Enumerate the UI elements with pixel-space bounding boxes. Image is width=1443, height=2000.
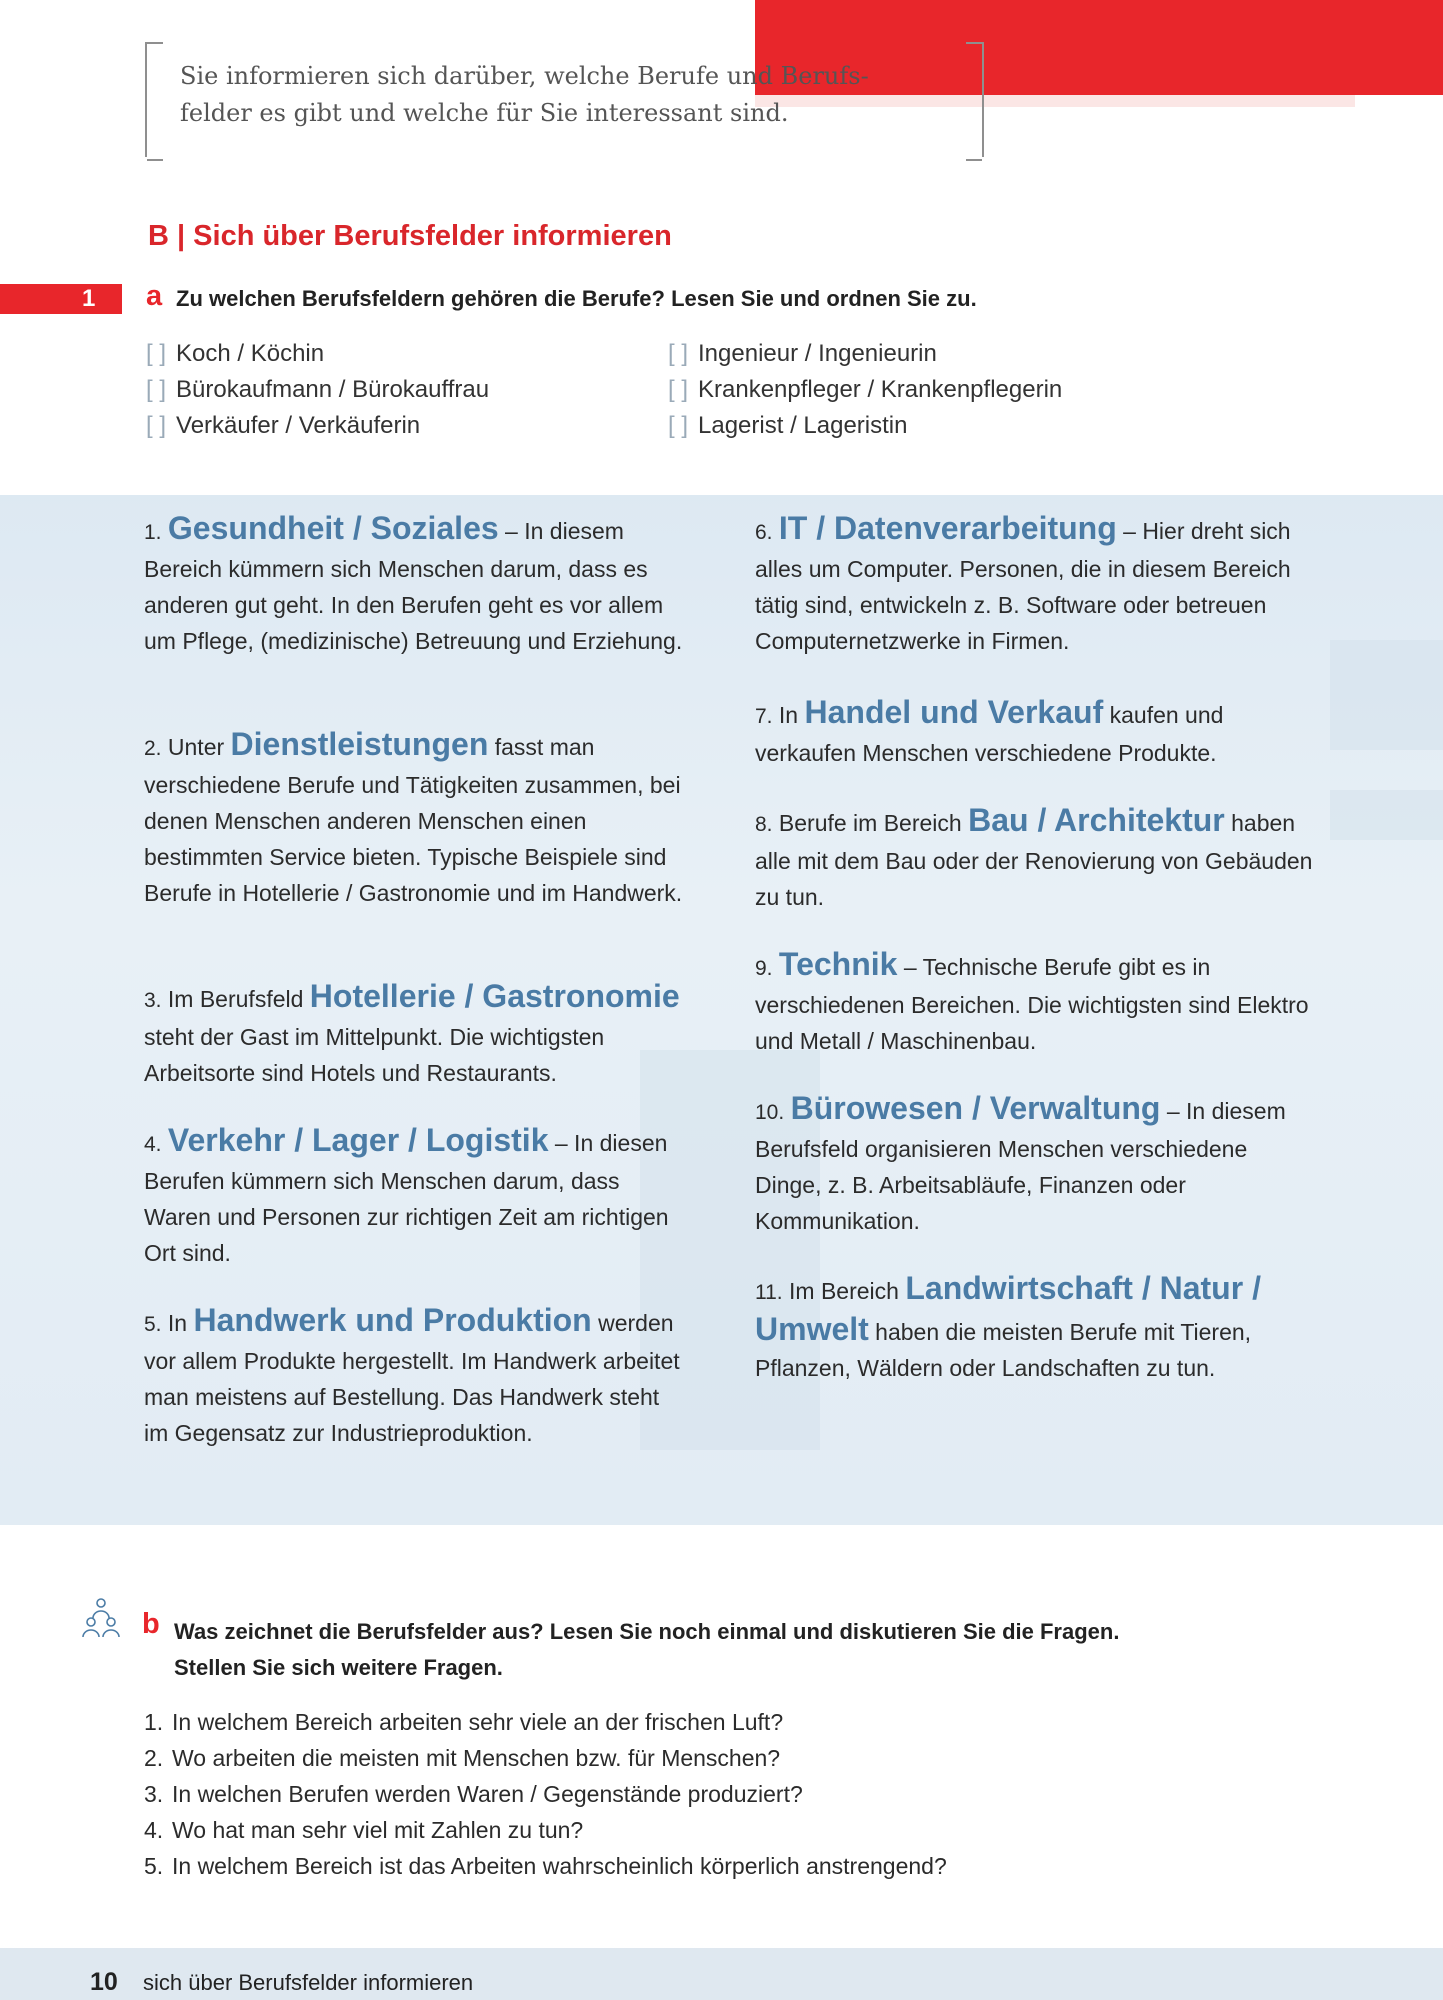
question-item: 4. Wo hat man sehr viel mit Zahlen zu tun? [144, 1817, 584, 1843]
question-item: 1. In welchem Bereich arbeiten sehr viele an der frischen Luft? [144, 1709, 784, 1735]
field-keyword: Dienstleistungen [230, 726, 489, 762]
intro-text: Sie informieren sich darüber, welche Berufe und Berufs- felder es gibt und welche für Sie interessant sind. [180, 62, 869, 127]
field-keyword: Bürowesen / Verwaltung [790, 1090, 1161, 1126]
group-icon [82, 1596, 120, 1642]
field-keyword: Verkehr / Lager / Logistik [167, 1122, 549, 1158]
field-keyword: Gesundheit / Soziales [167, 510, 499, 546]
field-entry-4: 4. Verkehr / Lager / Logistik – In diesen Berufen kümmern sich Menschen darum, dass Waren und Personen zur richtigen Zeit am richtigen Ort sind. [144, 1122, 669, 1266]
checkbox-bracket: [ ] [146, 412, 167, 439]
task-b-instruction: Was zeichnet die Berufsfelder aus? Lesen Sie noch einmal und diskutieren Sie die Fragen. Stellen Sie sich weitere Fragen. [174, 1619, 1120, 1680]
checklist-item[interactable]: [ ] Koch / Köchin [146, 340, 325, 367]
field-entry-1: 1. Gesundheit / Soziales – In diesem Bereich kümmern sich Menschen darum, dass es anderen gut geht. In den Berufen geht es vor allem um Pflege, (medizinische) Betreuung und Erziehung. [144, 510, 683, 654]
checkbox-bracket: [ ] [146, 340, 167, 367]
field-keyword: Landwirtschaft / Natur / Umwelt [755, 1270, 1261, 1347]
field-keyword: Hotellerie / Gastronomie [309, 978, 680, 1014]
exercise-number-bar [0, 284, 122, 314]
field-keyword: Bau / Architektur [968, 802, 1225, 838]
background-shape [1330, 640, 1443, 750]
checklist-item[interactable]: [ ] Ingenieur / Ingenieurin [668, 340, 937, 367]
field-entry-10: 10. Bürowesen / Verwaltung – In diesem Berufsfeld organisieren Menschen verschiedene Dinge, z. B. Arbeitsabläufe, Finanzen oder Kommunikation. [755, 1090, 1286, 1234]
field-entry-2: 2. Unter Dienstleistungen fasst man verschiedene Berufe und Tätigkeiten zusammen, bei denen Menschen anderen Menschen einen bestimmten Service bieten. Typische Beispiele sind Berufe in Hotellerie / Gastronomie und im Handwerk. [144, 726, 683, 906]
field-keyword: Handel und Verkauf [804, 694, 1104, 730]
checklist-item[interactable]: [ ] Bürokaufmann / Bürokauffrau [146, 376, 490, 403]
background-shape [1330, 790, 1443, 840]
field-keyword: Technik [778, 946, 898, 982]
checklist-item[interactable]: [ ] Krankenpfleger / Krankenpflegerin [668, 376, 1063, 403]
checkbox-bracket: [ ] [668, 340, 689, 367]
field-keyword: Handwerk und Produktion [193, 1302, 592, 1338]
footer-label: sich über Berufsfelder informieren [143, 1970, 474, 1995]
question-item: 3. In welchen Berufen werden Waren / Gegenstände produziert? [144, 1781, 803, 1807]
checklist-item[interactable]: [ ] Lagerist / Lageristin [668, 412, 908, 439]
checkbox-bracket: [ ] [146, 376, 167, 403]
page-number: 10 [90, 1968, 118, 1996]
section-title: B | Sich über Berufsfelder informieren [148, 220, 672, 252]
field-keyword: IT / Datenverarbeitung [778, 510, 1117, 546]
field-entry-7: 7. In Handel und Verkauf kaufen und verkaufen Menschen verschiedene Produkte. [755, 694, 1224, 766]
field-entry-8: 8. Berufe im Bereich Bau / Architektur haben alle mit dem Bau oder der Renovierung von Gebäuden zu tun. [755, 802, 1313, 910]
field-entry-6: 6. IT / Datenverarbeitung – Hier dreht sich alles um Computer. Personen, die in diesem Bereich tätig sind, entwickeln z. B. Software oder betreuen Computernetzwerke in Firmen. [755, 510, 1291, 654]
checkbox-bracket: [ ] [668, 376, 689, 403]
task-a-letter: a [146, 280, 163, 312]
question-item: 2. Wo arbeiten die meisten mit Menschen bzw. für Menschen? [144, 1745, 781, 1771]
task-a-instruction: Zu welchen Berufsfeldern gehören die Berufe? Lesen Sie und ordnen Sie zu. [176, 286, 977, 311]
question-item: 5. In welchem Bereich ist das Arbeiten wahrscheinlich körperlich anstrengend? [144, 1853, 947, 1879]
checklist-item[interactable]: [ ] Verkäufer / Verkäuferin [146, 412, 421, 439]
task-b-letter: b [142, 1608, 160, 1640]
field-entry-11: 11. Im Bereich Landwirtschaft / Natur / Umwelt haben die meisten Berufe mit Tieren, Pflanzen, Wäldern oder Landschaften zu tun. [755, 1270, 1261, 1381]
checkbox-bracket: [ ] [668, 412, 689, 439]
field-entry-3: 3. Im Berufsfeld Hotellerie / Gastronomie steht der Gast im Mittelpunkt. Die wichtigsten Arbeitsorte sind Hotels und Restaurants. [144, 978, 680, 1086]
exercise-number: 1 [82, 285, 96, 312]
field-entry-9: 9. Technik – Technische Berufe gibt es in verschiedenen Bereichen. Die wichtigsten sind Elektro und Metall / Maschinenbau. [755, 946, 1309, 1054]
field-entry-5: 5. In Handwerk und Produktion werden vor allem Produkte hergestellt. Im Handwerk arbeitet man meistens auf Bestellung. Das Handwerk steht im Gegensatz zur Industrieproduktion. [144, 1302, 680, 1446]
